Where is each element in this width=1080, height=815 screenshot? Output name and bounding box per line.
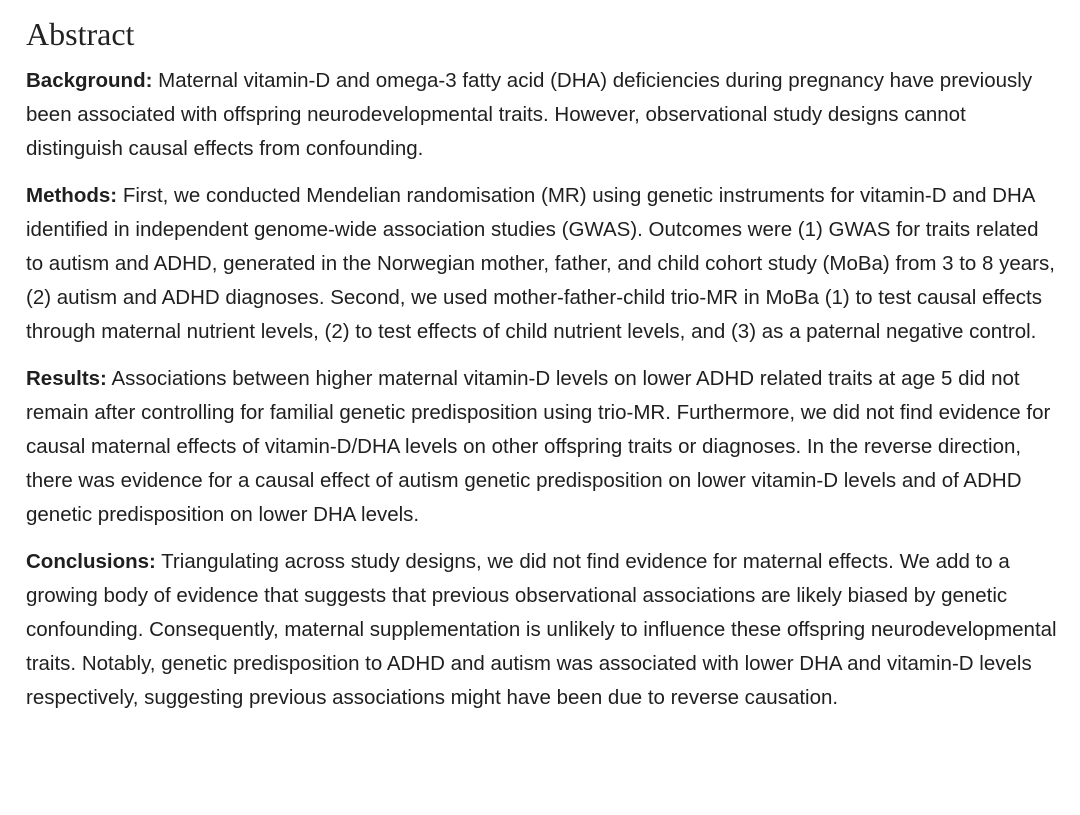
abstract-section-results (26, 362, 1058, 533)
abstract-section-conclusions (26, 545, 1058, 716)
section-label-methods: Methods: (26, 183, 118, 207)
section-text-results: Associations between higher maternal vitamin-D levels on lower ADHD related traits at age 5 did not remain after controlling for familial genetic predisposition using trio-MR. Furthermore, we did not find evidence for causal maternal effects of vitamin-D/DHA levels on other offspring traits or diagnoses. In the reverse direction, there was evidence for a causal effect of autism genetic predisposition on lower vitamin-D levels and of ADHD genetic predisposition on lower DHA levels. (26, 366, 1051, 527)
section-text-background: Maternal vitamin-D and omega-3 fatty acid (DHA) deficiencies during pregnancy have previously been associated with offspring neurodevelopmental traits. However, observational study designs cannot distinguish causal effects from confounding. (26, 69, 1033, 161)
section-label-results: Results: (26, 366, 107, 390)
section-text-conclusions: Triangulating across study designs, we did not find evidence for maternal effects. We add to a growing body of evidence that suggests that previous observational associations are likely biased by genetic confounding. Consequently, maternal supplementation is unlikely to influence these offspring neurodevelopmental traits. Notably, genetic predisposition to ADHD and autism was associated with lower DHA and vitamin-D levels respectively, suggesting previous associations might have been due to reverse causation. (26, 549, 1057, 710)
abstract-section-methods (26, 179, 1058, 350)
abstract-title: Abstract (26, 16, 135, 52)
abstract-section-background (26, 64, 1058, 167)
section-label-background: Background: (26, 69, 153, 92)
section-text-methods: First, we conducted Mendelian randomisation (MR) using genetic instruments for vitamin-D and DHA identified in independent genome-wide association studies (GWAS). Outcomes were (1) GWAS for traits related to autism and ADHD, generated in the Norwegian mother, father, and child cohort study (MoBa) from 3 to 8 years, (2) autism and ADHD diagnoses. Second, we used mother-father-child trio-MR in MoBa (1) to test causal effects through maternal nutrient levels, (2) to test effects of child nutrient levels, and (3) as a paternal negative control. (26, 183, 1055, 344)
section-label-conclusions: Conclusions: (26, 549, 156, 573)
